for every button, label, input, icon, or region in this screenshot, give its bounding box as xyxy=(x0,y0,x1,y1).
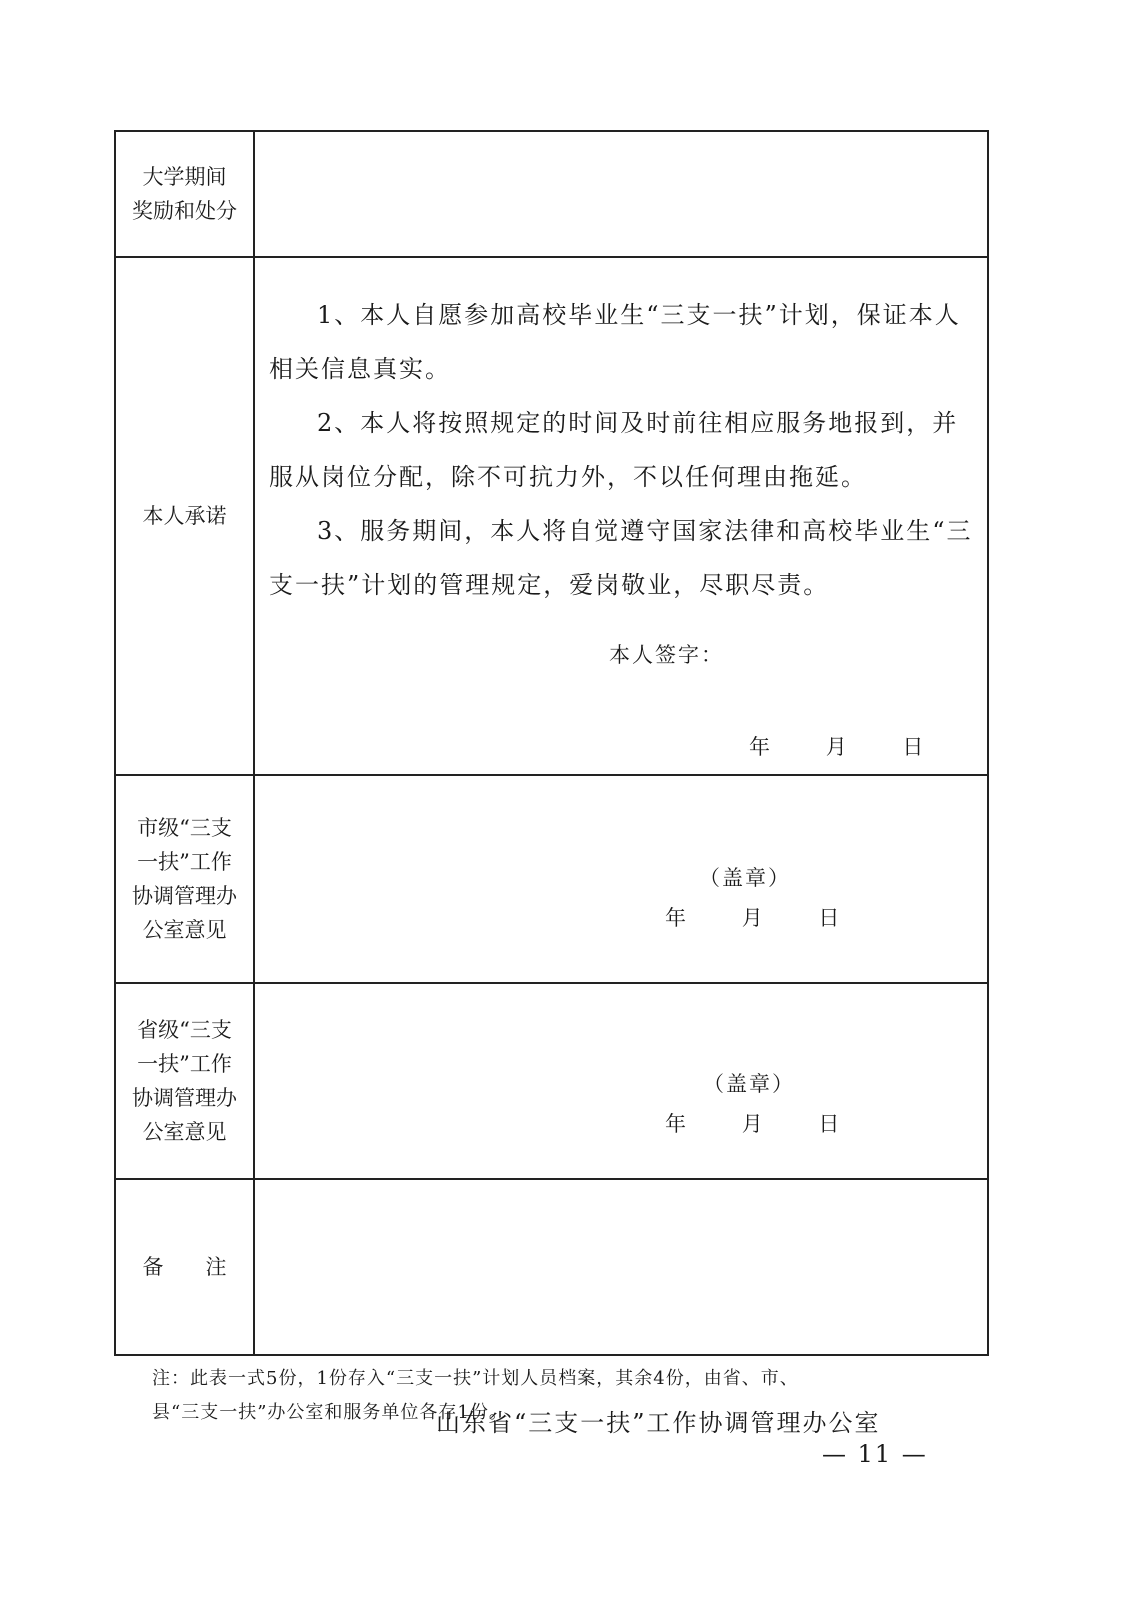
city-label-line-1: 市级“三支 xyxy=(137,816,232,840)
pledge-content xyxy=(254,257,988,775)
pledge-label-text: 本人承诺 xyxy=(142,504,227,528)
city-label-line-3: 协调管理办 xyxy=(132,884,237,908)
page-number: — 11 — xyxy=(822,1440,928,1468)
application-form-table xyxy=(114,130,989,1356)
pledge-row xyxy=(115,257,988,775)
awards-label-line-2: 奖励和处分 xyxy=(132,199,237,223)
province-label-line-1: 省级“三支 xyxy=(137,1018,232,1042)
province-opinion-row xyxy=(115,983,988,1179)
city-label-line-4: 公室意见 xyxy=(142,918,227,942)
awards-row xyxy=(115,131,988,257)
awards-label-line-1: 大学期间 xyxy=(142,165,227,189)
city-opinion-content[interactable] xyxy=(254,775,988,983)
pledge-item-2: 2、本人将按照规定的时间及时前往相应服务地报到，并服从岗位分配，除不可抗力外，不以任何理由拖延。 xyxy=(269,409,959,491)
pledge-label xyxy=(115,257,254,775)
remarks-content[interactable] xyxy=(254,1179,988,1355)
city-label-line-2: 一扶”工作 xyxy=(137,850,232,874)
pledge-date-month: 月 xyxy=(825,735,849,759)
province-opinion-label xyxy=(115,983,254,1179)
province-opinion-content[interactable] xyxy=(254,983,988,1179)
city-date-month: 月 xyxy=(741,906,765,930)
province-label-line-3: 协调管理办 xyxy=(132,1086,237,1110)
province-label-line-4: 公室意见 xyxy=(142,1120,227,1144)
province-date-year: 年 xyxy=(665,1112,688,1136)
province-stamp-label: （盖章） xyxy=(703,1072,795,1096)
province-date-day: 日 xyxy=(818,1112,842,1136)
footnote-line-1: 注：此表一式5份，1份存入“三支一扶”计划人员档案，其余4份，由省、市、 xyxy=(152,1368,799,1389)
city-opinion-row xyxy=(115,775,988,983)
issuing-office: 山东省“三支一扶”工作协调管理办公室 xyxy=(436,1409,881,1437)
remarks-label xyxy=(115,1179,254,1355)
remarks-row xyxy=(115,1179,988,1355)
city-opinion-label xyxy=(115,775,254,983)
city-opinion-date xyxy=(255,902,987,932)
signature-label[interactable]: 本人签字： xyxy=(609,643,724,667)
pledge-item-1: 1、本人自愿参加高校毕业生“三支一扶”计划，保证本人相关信息真实。 xyxy=(269,301,961,383)
pledge-date-year: 年 xyxy=(749,735,772,759)
remarks-label-text: 备 注 xyxy=(142,1255,227,1279)
awards-content[interactable] xyxy=(254,131,988,257)
city-date-year: 年 xyxy=(665,906,688,930)
pledge-date-day: 日 xyxy=(902,735,926,759)
awards-label xyxy=(115,131,254,257)
pledge-date[interactable] xyxy=(269,720,977,774)
province-opinion-date xyxy=(255,1108,987,1138)
province-date-month: 月 xyxy=(741,1112,765,1136)
footnote-line-2: 县“三支一扶”办公室和服务单位各存1份。 xyxy=(152,1402,508,1423)
city-date-day: 日 xyxy=(818,906,842,930)
province-label-line-2: 一扶”工作 xyxy=(137,1052,232,1076)
city-stamp-label: （盖章） xyxy=(699,866,791,890)
pledge-item-3: 3、服务期间，本人将自觉遵守国家法律和高校毕业生“三支一扶”计划的管理规定，爱岗敬业，尽职尽责。 xyxy=(269,517,973,599)
